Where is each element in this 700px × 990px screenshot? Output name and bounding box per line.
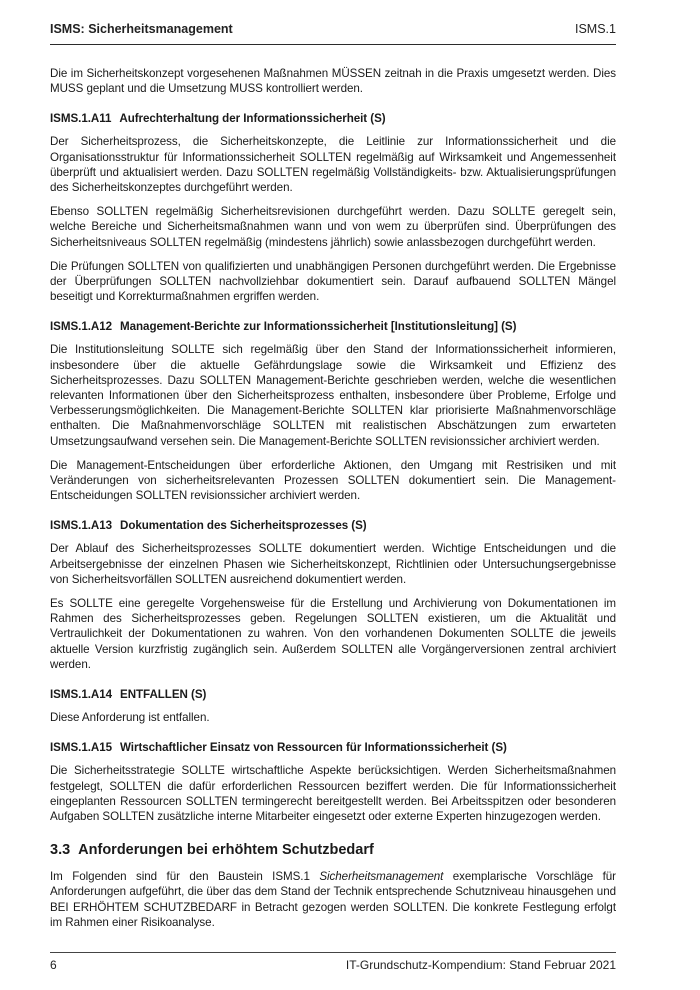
section-3-3-paragraph (50, 869, 616, 930)
section-heading-3-3 (50, 842, 616, 859)
requirement-heading-a11 (50, 112, 616, 126)
a11-paragraph-1: Der Sicherheitsprozess, die Sicherheitskonzepte, die Leitlinie zur Informationssicherheit und die Organisationsstruktur für Informationssicherheit SOLLTEN regelmäßig auf Wirksamkeit und Angemessenheit überprüft und aktualisiert werden. Dazu SOLLTEN regelmäßig Vollständigkeits- bzw. Aktualisierungsprüfungen des Sicherheitskonzeptes durchgeführt werden. (50, 135, 616, 195)
requirement-heading-a14 (50, 688, 616, 702)
requirement-code: ISMS.1.A13 (50, 519, 113, 533)
a15-paragraph-1: Die Sicherheitsstrategie SOLLTE wirtschaftliche Aspekte berücksichtigen. Werden Sicherheitsmaßnahmen festgelegt, SOLLTEN die dafür erforderlichen Ressourcen beziffert werden. Die für Informationssicherheit eingeplanten Ressourcen SOLLTEN termingerecht bereitgestellt werden. Bei Arbeitsspitzen oder besonderen Aufgaben SOLLTEN zusätzliche interne Mitarbeiter eingesetzt oder externe Experten hinzugezogen werden. (50, 764, 616, 823)
section-title: Anforderungen bei erhöhtem Schutzbedarf (78, 842, 374, 859)
a13-paragraph-2: Es SOLLTE eine geregelte Vorgehensweise für die Erstellung und Archivierung von Dokumentationen im Rahmen des Sicherheitsprozesses geben. Regelungen SOLLTEN existieren, um die Aktualität und Vertraulichkeit der Dokumentationen zu wahren. Von den vorhandenen Dokumenten SOLLTE die jeweils aktuelle Version kurzfristig zugänglich sein. Außerdem SOLLTEN alle Vorgängerversionen zentral archiviert werden. (50, 597, 616, 671)
page-footer (50, 952, 616, 975)
section-text-after: exemplarische Vorschläge für Anforderungen aufgeführt, die über das dem Stand der Technik entsprechende Schutzniveau hinausgehen und BEI ERHÖHTEM SCHUTZBEDARF in Betracht gezogen werden SOLLTEN. Die konkrete Festlegung erfolgt im Rahmen einer Risikoanalyse. (50, 870, 616, 929)
header-module: ISMS.1 (575, 22, 616, 36)
page-number: 6 (50, 958, 57, 972)
requirement-heading-a12 (50, 320, 616, 334)
a14-paragraph-1: Diese Anforderung ist entfallen. (50, 711, 210, 725)
requirement-heading-a13 (50, 519, 616, 533)
intro-paragraph: Die im Sicherheitskonzept vorgesehenen Maßnahmen MÜSSEN zeitnah in die Praxis umgesetzt werden. Dies MUSS geplant und die Umsetzung MUSS kontrolliert werden. (50, 67, 616, 96)
requirement-heading-a15 (50, 741, 616, 755)
footer-edition: IT-Grundschutz-Kompendium: Stand Februar 2021 (345, 958, 616, 972)
requirement-code: ISMS.1.A14 (50, 688, 113, 702)
section-number: 3.3 (50, 842, 71, 859)
requirement-code: ISMS.1.A12 (50, 320, 113, 334)
a11-paragraph-2: Ebenso SOLLTEN regelmäßig Sicherheitsrevisionen durchgeführt werden. Dazu SOLLTE geregelt sein, welche Bereiche und Sicherheitsmaßnahmen wann und von wem zu überprüfen sind. Überprüfungen des Sicherheitsniveaus SOLLTEN regelmäßig (mindestens jährlich) sowie anlassbezogen durchgeführt werden. (50, 205, 616, 249)
header-title: ISMS: Sicherheitsmanagement (50, 22, 233, 36)
section-text-before: Im Folgenden sind für den Baustein ISMS.1 (50, 870, 320, 884)
requirement-title: Management-Berichte zur Informationssicherheit [Institutionsleitung] (S) (120, 320, 517, 334)
requirement-code: ISMS.1.A11 (50, 112, 112, 126)
requirement-title: Dokumentation des Sicherheitsprozesses (S) (120, 519, 367, 533)
a12-paragraph-2: Die Management-Entscheidungen über erforderliche Aktionen, den Umgang mit Restrisiken und mit Veränderungen von sicherheitsrelevanten Prozessen SOLLTEN dokumentiert sein. Die Management-Entscheidungen SOLLTEN revisionssicher archiviert werden. (50, 458, 616, 503)
requirement-title: Wirtschaftlicher Einsatz von Ressourcen für Informationssicherheit (S) (120, 741, 507, 755)
page-header (50, 20, 616, 45)
a11-paragraph-3: Die Prüfungen SOLLTEN von qualifizierten und unabhängigen Personen durchgeführt werden. Die Ergebnisse der Überprüfungen SOLLTEN nachvollziehbar dokumentiert sein. Darauf aufbauend SOLLTEN Mängel beseitigt und Korrekturmaßnahmen ergriffen werden. (50, 259, 616, 304)
requirement-code: ISMS.1.A15 (50, 741, 113, 755)
a13-paragraph-1: Der Ablauf des Sicherheitsprozesses SOLLTE dokumentiert werden. Wichtige Entscheidungen und die Arbeitsergebnisse der einzelnen Phasen wie Sicherheitskonzept, Richtlinien oder Untersuchungsergebnisse von Sicherheitsvorfällen SOLLTEN ausreichend dokumentiert werden. (50, 542, 616, 586)
requirement-title: Aufrechterhaltung der Informationssicherheit (S) (119, 112, 386, 126)
requirement-title: ENTFALLEN (S) (120, 688, 207, 702)
module-name-italic: Sicherheitsmanagement (319, 870, 444, 884)
a12-paragraph-1: Die Institutionsleitung SOLLTE sich regelmäßig über den Stand der Informationssicherheit informieren, insbesondere über die aktuelle Gefährdungslage sowie die Wirksamkeit und Effizienz des Sicherheitsprozesses. Dazu SOLLTEN Management-Berichte geschrieben werden, welche die wesentlichen relevanten Informationen über den Sicherheitsprozess enthalten, insbesondere über Probleme, Erfolge und Verbesserungsmöglichkeiten. Die Management-Berichte SOLLTEN klar priorisierte Maßnahmenvorschläge enthalten. Die Maßnahmenvorschläge SOLLTEN mit realistischen Abschätzungen zum erwarteten Umsetzungsaufwand versehen sein. Die Management-Berichte SOLLTEN revisionssicher archiviert werden. (50, 343, 616, 448)
page-body (50, 66, 616, 939)
